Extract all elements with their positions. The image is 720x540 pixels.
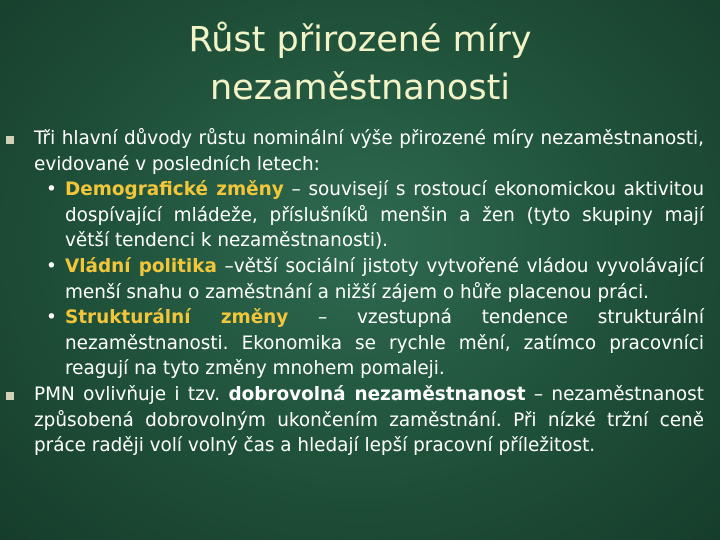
sub-bullet-demographic [34, 177, 704, 254]
sub-bullet-text: –větší sociální jistoty vytvořené vládou vyvolávající menší snahu o zaměstnání a nižší zájem o hůře placenou práci. [65, 255, 704, 303]
slide-title-line-1: Růst přirozené míry [188, 20, 532, 60]
dot-bullet-icon: • [46, 307, 57, 329]
sub-bullet-government-policy [34, 254, 704, 305]
bullet-item-reasons [0, 126, 720, 382]
sub-bullet-structural-changes [34, 305, 704, 382]
sub-bullet-term: Strukturální změny [65, 307, 289, 329]
square-bullet-icon [6, 136, 14, 144]
slide-title-line-2: nezaměstnanosti [209, 68, 511, 108]
slide-title [0, 16, 720, 112]
sub-bullet-term: Demografické změny [65, 179, 284, 201]
bullet-term: dobrovolná nezaměstnanost [228, 383, 526, 405]
bullet-item-voluntary-unemployment [0, 382, 720, 459]
dot-bullet-icon: • [46, 179, 57, 201]
bullet-text-before: PMN ovlivňuje i tzv. [34, 383, 229, 405]
bullet-text-after: – nezaměstnanost způsobená dobrovolným ukončením zaměstnání. Při nízké tržní ceně práce raději volí volný čas a hledají lepší pracovní příležitost. [34, 383, 704, 457]
sub-bullet-text: – vzestupná tendence strukturální nezaměstnanosti. Ekonomika se rychle mění, zatímco pracovníci reagují na tyto změny mnohem pomaleji. [65, 307, 704, 380]
square-bullet-icon [6, 392, 14, 400]
sub-bullet-term: Vládní politika [65, 255, 217, 277]
slide-content [0, 126, 720, 459]
dot-bullet-icon: • [46, 255, 57, 277]
sub-bullet-text: – souvisejí s rostoucí ekonomickou aktivitou dospívající mládeže, příslušníků menšin a žen (tyto skupiny mají větší tendenci k nezaměstnanosti). [65, 179, 705, 252]
bullet-text: Tři hlavní důvody růstu nominální výše přirozené míry nezaměstnanosti, evidované v posledních letech: [34, 128, 704, 175]
